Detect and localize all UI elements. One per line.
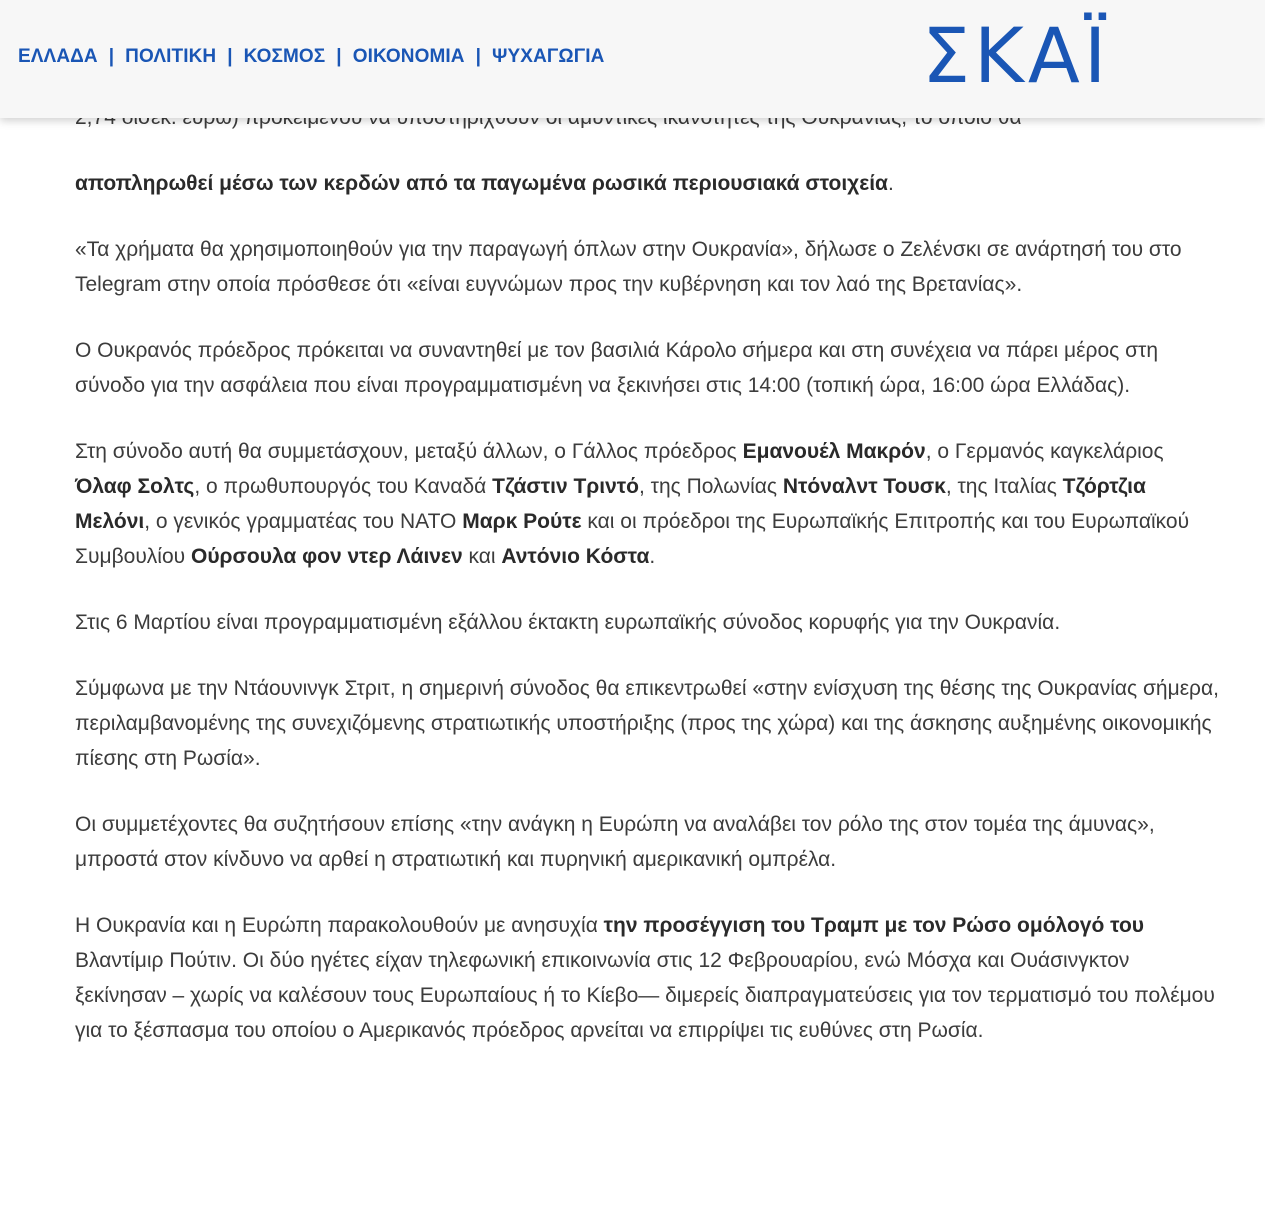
nav-item-oikonomia[interactable]: ΟΙΚΟΝΟΜΙΑ (352, 46, 465, 67)
text-span: , της Ιταλίας (945, 475, 1063, 498)
text-span: και οι πρόεδροι της Ευρωπαϊκής Επιτροπής και του Ευρωπαϊκού Συμβουλίου (75, 510, 1190, 568)
person-name: Τζόρτζια Μελόνι (75, 475, 1146, 533)
person-name: Μαρκ Ρούτε (462, 510, 582, 533)
skai-logo[interactable]: ΣΚΑΪ (922, 11, 1111, 100)
text-span: Βλαντίμιρ Πούτιν. Οι δύο ηγέτες είχαν τηλεφωνική επικοινωνία στις 12 Φεβρουαρίου, ενώ Μόσχα και Ουάσινγκτον ξεκίνησαν – χωρίς να καλέσουν τους Ευρωπαίους ή το Κίεβο— διμερείς διαπραγματεύσεις για τον τερματισμό του πολέμου για το ξέσπασμα του οποίου ο Αμερικανός πρόεδρος αρνείται να επιρρίψει τις ευθύνες στη Ρωσία. (75, 949, 1215, 1042)
article-paragraph-3 (75, 434, 1225, 574)
person-name: Αντόνιο Κόστα (501, 545, 650, 568)
nav-separator: | (336, 46, 342, 67)
person-name: Τζάστιν Τριντό (492, 475, 639, 498)
text-span: και (462, 545, 502, 568)
article-paragraph-7 (75, 908, 1225, 1048)
article-paragraph-6: Οι συμμετέχοντες θα συζητήσουν επίσης «την ανάγκη η Ευρώπη να αναλάβει τον ρόλο της στον τομέα της άμυνας», μπροστά στον κίνδυνο να αρθεί η στρατιωτική και πυρηνική αμερικανική ομπρέλα. (75, 813, 1155, 871)
nav-item-kosmos[interactable]: ΚΟΣΜΟΣ (243, 46, 326, 67)
text-span: Η Ουκρανία και η Ευρώπη παρακολουθούν με ανησυχία (75, 914, 604, 937)
article-body (75, 100, 1225, 1079)
text-span: . (649, 545, 656, 568)
nav-separator: | (108, 46, 115, 67)
main-nav (18, 46, 604, 68)
site-header (0, 0, 1265, 118)
text-span: , ο πρωθυπουργός του Καναδά (194, 475, 493, 498)
person-name: Όλαφ Σολτς (75, 475, 195, 498)
bold-text: την προσέγγιση του Τραμπ με τον Ρώσο ομόλογό του (603, 914, 1144, 937)
text-span: Στη σύνοδο αυτή θα συμμετάσχουν, μεταξύ άλλων, ο Γάλλος πρόεδρος (75, 440, 743, 463)
text-span: , ο γενικός γραμματέας του ΝΑΤΟ (144, 510, 463, 533)
text-span: , της Πολωνίας (639, 475, 783, 498)
article-paragraph-4: Στις 6 Μαρτίου είναι προγραμματισμένη εξάλλου έκτακτη ευρωπαϊκής σύνοδος κορυφής για την Ουκρανία. (75, 611, 1061, 634)
bold-text: αποπληρωθεί μέσω των κερδών από τα παγωμένα ρωσικά περιουσιακά στοιχεία (75, 172, 888, 195)
text-span: , ο Γερμανός καγκελάριος (925, 440, 1164, 463)
article-paragraph-0 (75, 166, 1225, 201)
nav-item-politiki[interactable]: ΠΟΛΙΤΙΚΗ (125, 46, 217, 67)
person-name: Ντόναλντ Τουσκ (782, 475, 946, 498)
person-name: Ούρσουλα φον ντερ Λάινεν (190, 545, 463, 568)
person-name: Εμανουέλ Μακρόν (742, 440, 926, 463)
text-span: . (887, 172, 894, 195)
nav-item-psychagogia[interactable]: ΨΥΧΑΓΩΓΙΑ (492, 46, 605, 67)
nav-separator: | (475, 46, 482, 67)
nav-item-ellada[interactable]: ΕΛΛΑΔΑ (18, 46, 98, 67)
article-paragraph-2: Ο Ουκρανός πρόεδρος πρόκειται να συναντηθεί με τον βασιλιά Κάρολο σήμερα και στη συνέχεια να πάρει μέρος στη σύνοδο για την ασφάλεια που είναι προγραμματισμένη να ξεκινήσει στις 14:00 (τοπική ώρα, 16:00 ώρα Ελλάδας). (75, 339, 1159, 397)
article-paragraph-1: «Τα χρήματα θα χρησιμοποιηθούν για την παραγωγή όπλων στην Ουκρανία», δήλωσε ο Ζελένσκι σε ανάρτησή του στο Telegram στην οποία πρόσθεσε ότι «είναι ευγνώμων προς την κυβέρνηση και τον λαό της Βρετανίας». (75, 238, 1182, 296)
article-paragraph-5: Σύμφωνα με την Ντάουνινγκ Στριτ, η σημερινή σύνοδος θα επικεντρωθεί «στην ενίσχυση της θέσης της Ουκρανίας σήμερα, περιλαμβανομένης της συνεχιζόμενης στρατιωτικής υποστήριξης (προς της χώρα) και της άσκησης αυξημένης οικονομικής πίεσης στη Ρωσία». (75, 677, 1219, 770)
nav-separator: | (227, 46, 233, 67)
